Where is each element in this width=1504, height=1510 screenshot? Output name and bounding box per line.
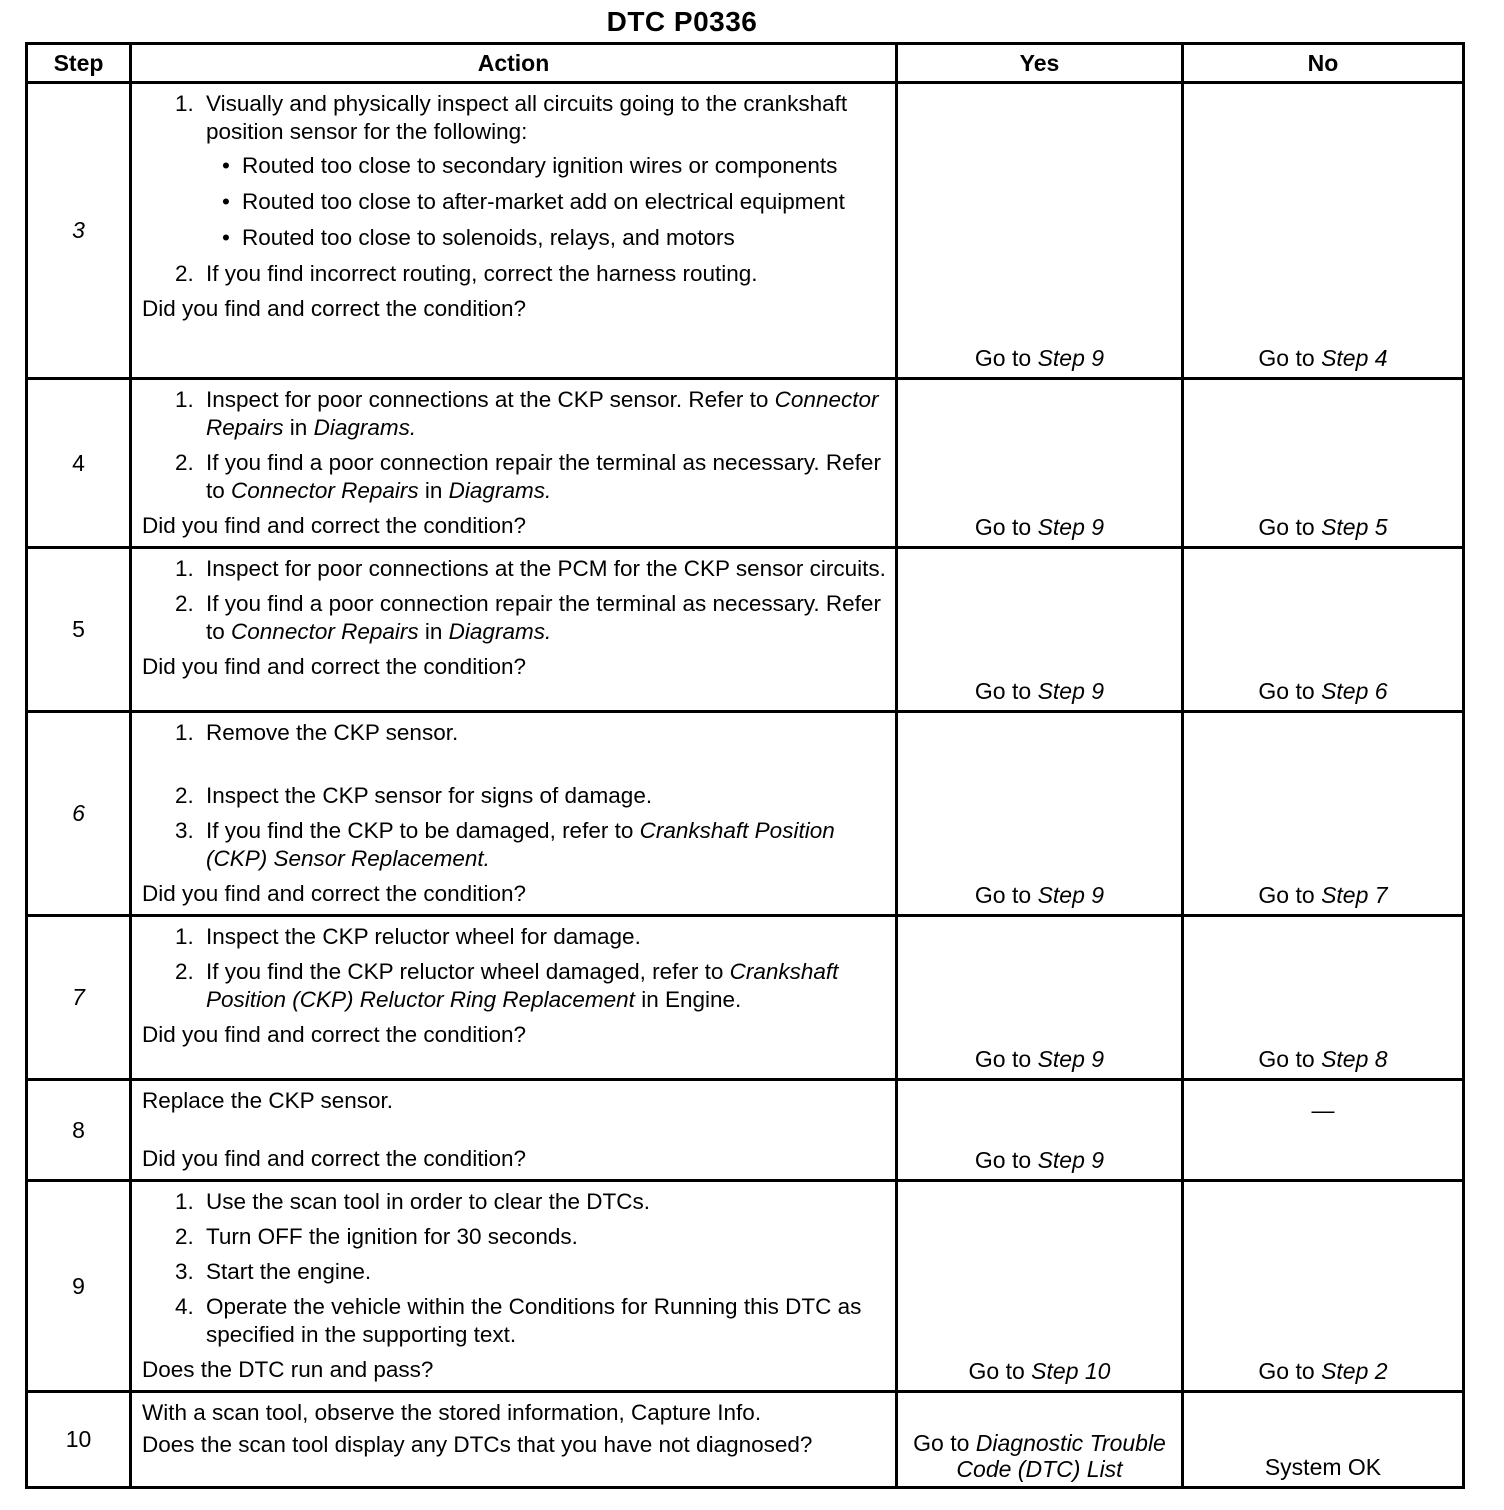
no-cell: System OK <box>1183 1392 1464 1488</box>
header-yes: Yes <box>897 44 1183 83</box>
action-cell <box>131 712 897 916</box>
action-item: 2. If you find a poor connection repair the terminal as necessary. Refer to Connector Repairs in Diagrams. <box>200 590 887 646</box>
diagnostic-table <box>25 42 1465 1489</box>
step-number: 6 <box>27 712 131 916</box>
yes-cell: Go to Diagnostic Trouble Code (DTC) List <box>897 1392 1183 1488</box>
yes-cell: Go to Step 9 <box>897 379 1183 548</box>
table-row <box>27 379 1464 548</box>
bullet-item: • Routed too close to solenoids, relays, and motors <box>242 224 887 252</box>
action-item: 2. Inspect the CKP sensor for signs of damage. <box>200 782 887 810</box>
question-text: Did you find and correct the condition? <box>142 654 526 679</box>
table-row <box>27 712 1464 916</box>
action-cell <box>131 379 897 548</box>
table-row <box>27 548 1464 712</box>
action-item: 1. Inspect for poor connections at the CKP sensor. Refer to Connector Repairs in Diagrams. <box>200 386 887 442</box>
action-text: Replace the CKP sensor. <box>142 1088 393 1113</box>
step-number: 4 <box>27 379 131 548</box>
action-cell <box>131 916 897 1080</box>
no-cell: Go to Step 4 <box>1183 83 1464 379</box>
action-item: 2. If you find incorrect routing, correct the harness routing. <box>200 260 887 288</box>
no-cell: Go to Step 5 <box>1183 379 1464 548</box>
no-cell: — <box>1183 1080 1464 1181</box>
question-text: Did you find and correct the condition? <box>142 881 526 906</box>
action-item: 3. Start the engine. <box>200 1258 887 1286</box>
step-number: 10 <box>27 1392 131 1488</box>
action-item: 1. Remove the CKP sensor. <box>200 719 887 747</box>
step-number: 5 <box>27 548 131 712</box>
no-cell: Go to Step 7 <box>1183 712 1464 916</box>
question-text: Did you find and correct the condition? <box>142 513 526 538</box>
header-no: No <box>1183 44 1464 83</box>
action-item: 2. If you find the CKP reluctor wheel damaged, refer to Crankshaft Position (CKP) Reluctor Ring Replacement in Engine. <box>200 958 887 1014</box>
action-item: 2. Turn OFF the ignition for 30 seconds. <box>200 1223 887 1251</box>
table-row <box>27 916 1464 1080</box>
header-action: Action <box>131 44 897 83</box>
question-text: Did you find and correct the condition? <box>142 1022 526 1047</box>
action-cell <box>131 1181 897 1392</box>
action-text: With a scan tool, observe the stored information, Capture Info. <box>142 1400 762 1425</box>
no-cell: Go to Step 6 <box>1183 548 1464 712</box>
action-item: 1. Visually and physically inspect all circuits going to the crankshaft position sensor for the following: • Routed too close to secondary ignition wires or components • Routed too close to after-market add on electrical equipment • Routed too close to solenoids, relays, and motors <box>200 90 887 252</box>
action-item: 1. Use the scan tool in order to clear the DTCs. <box>200 1188 887 1216</box>
action-cell <box>131 83 897 379</box>
yes-cell: Go to Step 10 <box>897 1181 1183 1392</box>
question-text: Does the DTC run and pass? <box>142 1357 434 1382</box>
table-row <box>27 1181 1464 1392</box>
header-step: Step <box>27 44 131 83</box>
action-item: 1. Inspect the CKP reluctor wheel for damage. <box>200 923 887 951</box>
step-number: 3 <box>27 83 131 379</box>
action-cell <box>131 1392 897 1488</box>
question-text: Did you find and correct the condition? <box>142 296 526 321</box>
action-item: 3. If you find the CKP to be damaged, refer to Crankshaft Position (CKP) Sensor Replacement. <box>200 817 887 873</box>
no-cell: Go to Step 2 <box>1183 1181 1464 1392</box>
yes-cell: Go to Step 9 <box>897 83 1183 379</box>
yes-cell: Go to Step 9 <box>897 916 1183 1080</box>
action-item: 2. If you find a poor connection repair the terminal as necessary. Refer to Connector Repairs in Diagrams. <box>200 449 887 505</box>
action-item: 4. Operate the vehicle within the Conditions for Running this DTC as specified in the supporting text. <box>200 1293 887 1349</box>
table-header-row <box>27 44 1464 83</box>
table-row <box>27 83 1464 379</box>
no-cell: Go to Step 8 <box>1183 916 1464 1080</box>
table-row <box>27 1392 1464 1488</box>
yes-cell: Go to Step 9 <box>897 1080 1183 1181</box>
step-number: 9 <box>27 1181 131 1392</box>
question-text: Does the scan tool display any DTCs that you have not diagnosed? <box>142 1432 813 1457</box>
bullet-item: • Routed too close to after-market add on electrical equipment <box>242 188 887 216</box>
question-text: Did you find and correct the condition? <box>142 1146 526 1171</box>
yes-cell: Go to Step 9 <box>897 712 1183 916</box>
yes-cell: Go to Step 9 <box>897 548 1183 712</box>
page-title: DTC P0336 <box>606 6 758 37</box>
table-row <box>27 1080 1464 1181</box>
action-cell <box>131 548 897 712</box>
step-number: 8 <box>27 1080 131 1181</box>
action-item: 1. Inspect for poor connections at the PCM for the CKP sensor circuits. <box>200 555 887 583</box>
bullet-item: • Routed too close to secondary ignition wires or components <box>242 152 887 180</box>
action-cell <box>131 1080 897 1181</box>
step-number: 7 <box>27 916 131 1080</box>
